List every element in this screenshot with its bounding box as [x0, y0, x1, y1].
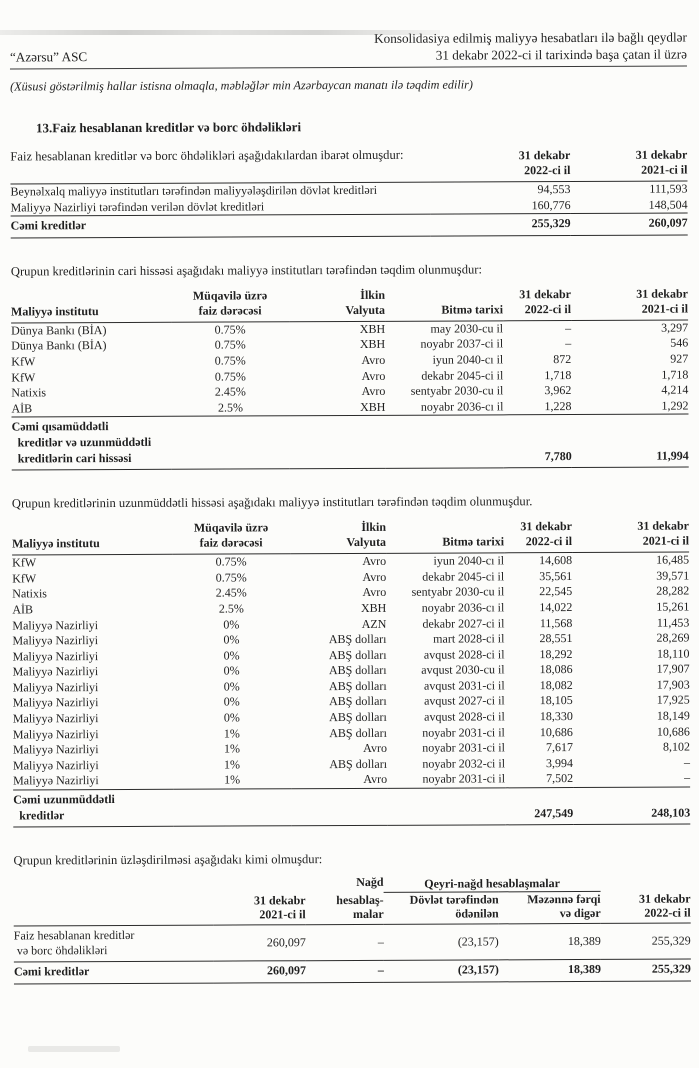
maturity-cell: avqust 2027-ci il — [424, 693, 505, 709]
rate-cell: 0.75% — [214, 353, 246, 368]
value-2021: 18,110 — [656, 646, 690, 661]
rate-cell: 1% — [224, 772, 241, 787]
value-2021: 39,571 — [656, 568, 690, 583]
value-2021: 546 — [670, 335, 689, 350]
currency-cell: ABŞ dolları — [328, 631, 387, 647]
summary-total-row — [11, 213, 688, 238]
value-2022: 28,551 — [539, 631, 573, 646]
value-2022: – — [565, 336, 572, 351]
currency-cell: AZN — [361, 616, 387, 631]
maturity-cell: avqust 2031-ci il — [423, 678, 505, 693]
recon-total-row — [14, 959, 691, 984]
value-2022: 18,330 — [539, 709, 573, 724]
institution-cell: KfW — [11, 354, 36, 369]
rate-cell: 2.5% — [217, 400, 243, 415]
report-title-line1: Konsolidasiya edilmiş maliyyə hesabatları ilə bağlı qeydlər — [374, 29, 687, 46]
institution-cell: Maliyyə Nazirliyi — [13, 773, 99, 788]
total-state-paid: (23,157) — [384, 960, 499, 982]
column-header-state-paid: Dövlət tərəfindən ödənilən — [384, 892, 499, 925]
table-row — [14, 923, 691, 962]
value-cash: – — [306, 924, 384, 961]
value-state-paid: (23,157) — [384, 924, 499, 961]
currency-cell: XBH — [359, 321, 386, 336]
maturity-cell: avqust 2028-ci il — [424, 709, 505, 724]
currency-cell: ABŞ dolları — [329, 756, 388, 771]
institution-cell: Maliyyə Nazirliyi — [12, 648, 99, 664]
institution-cell: Dünya Bankı (BİA) — [11, 338, 107, 353]
institution-cell: Maliyyə Nazirliyi — [12, 711, 99, 726]
total-label: Cəmi uzunmüddətli kreditlər — [13, 788, 505, 827]
value-2021: 17,925 — [656, 692, 690, 708]
value-2022: 18,105 — [539, 693, 573, 708]
value-2022: 1,228 — [544, 398, 572, 413]
value-2021: – — [683, 755, 691, 770]
currency-cell: Avro — [361, 352, 386, 367]
maturity-cell: dekabr 2027-ci il — [422, 615, 505, 631]
column-header-currency: İlkin Valyuta — [290, 520, 386, 554]
total-2021: 260,097 — [214, 961, 306, 983]
rate-cell: 2.45% — [214, 384, 246, 399]
maturity-cell: iyun 2040-cı il — [433, 553, 505, 568]
value-2022: 14,022 — [539, 599, 573, 615]
column-header-fx: Məzənnə fərqi və digər — [499, 891, 601, 923]
currency-cell: XBH — [360, 600, 387, 615]
row-label: Faiz hesablanan kreditlər və borc öhdəlikləri — [14, 925, 214, 962]
rate-cell: 1% — [223, 757, 241, 772]
column-header-2022: 31 dekabr 2022-ci il — [601, 891, 691, 923]
column-header-institution: Maliyyə institutu — [11, 289, 171, 323]
total-label: Cəmi kreditlər — [14, 961, 214, 983]
maturity-cell: noyabr 2031-ci il — [422, 740, 505, 755]
row-label: Maliyyə Nazirliyi tərəfindən verilən dövlət kreditləri — [10, 198, 265, 215]
total-2021: 260,097 — [571, 213, 688, 235]
value-2021: 927 — [670, 351, 689, 366]
column-header-2021: 31 dekabr 2021-ci il — [570, 148, 687, 182]
total-label: Cəmi kreditlər — [11, 214, 431, 237]
rate-cell: 2.45% — [215, 585, 247, 600]
rate-cell: 1% — [223, 726, 240, 741]
value-2022: 3,994 — [545, 755, 574, 770]
currency-cell: ABŞ dolları — [328, 678, 387, 693]
report-title — [374, 29, 687, 64]
value-2022: 11,568 — [539, 615, 573, 630]
currency-cell: Avro — [361, 384, 386, 399]
institution-cell: Maliyyə Nazirliyi — [12, 726, 99, 742]
maturity-cell: noyabr 2031-ci il — [422, 771, 506, 787]
longterm-header-row — [12, 519, 689, 555]
empty-header-cell — [214, 875, 306, 892]
institution-cell: KfW — [11, 369, 36, 385]
column-header-cash-top: Nağd — [356, 875, 384, 890]
column-header-2021: 31 dekabr 2021-ci il — [572, 519, 689, 553]
column-header-maturity: Bitmə tarixi — [385, 287, 503, 321]
institution-cell: Maliyyə Nazirliyi — [12, 633, 99, 648]
empty-header-cell — [14, 876, 214, 894]
column-header-2022: 31 dekabr 2022-ci il — [504, 519, 572, 553]
value-2021: 18,149 — [656, 708, 690, 723]
total-2022: 247,549 — [505, 788, 573, 825]
value-2021: 260,097 — [214, 924, 306, 961]
institution-cell: AİB — [11, 401, 33, 416]
value-2021: 16,485 — [656, 552, 690, 567]
currency-cell: XBH — [360, 399, 386, 414]
rate-cell: 0% — [223, 632, 240, 647]
currency-cell: ABŞ dolları — [329, 725, 387, 740]
report-title-line2: 31 dekabr 2022-ci il tarixində başa çatan il üzrə — [435, 46, 687, 63]
rate-cell: 0.75% — [215, 570, 247, 585]
value-2022: 7,502 — [546, 771, 574, 786]
rate-cell: 0% — [223, 616, 240, 632]
currency-cell: ABŞ dolları — [329, 694, 387, 709]
value-2021: 1,292 — [661, 398, 689, 413]
value-2022: 10,686 — [539, 724, 573, 739]
institution-cell: Natixis — [12, 586, 47, 601]
reconciliation-table — [14, 874, 691, 984]
maturity-cell: may 2030-cu il — [430, 321, 504, 336]
currency-cell: Avro — [362, 569, 387, 584]
rate-cell: 0% — [223, 679, 240, 694]
column-header-2021: 31 dekabr 2021-ci il — [571, 286, 688, 320]
value-2022: 160,776 — [531, 197, 571, 212]
maturity-cell: avqust 2028-ci il — [423, 647, 505, 662]
total-label: Cəmi qısamüddətli kreditlər və uzunmüddətli kreditlərin cari hissəsi — [12, 415, 504, 470]
institution-cell: Maliyyə Nazirliyi — [12, 695, 99, 710]
value-2022: 3,962 — [544, 383, 572, 398]
maturity-cell: noyabr 2036-cı il — [421, 600, 505, 615]
longterm-portion-table — [12, 519, 690, 828]
value-2022: 7,617 — [545, 740, 573, 755]
institution-cell: Natixis — [11, 385, 47, 400]
reconciliation-intro: Qrupun kreditlərinin üzləşdirilməsi aşağıdakı kimi olmuşdur: — [13, 852, 323, 868]
value-2022: 22,545 — [539, 584, 573, 599]
maturity-cell: dekabr 2045-ci il — [422, 569, 505, 584]
currency-cell: ABŞ dolları — [328, 663, 387, 678]
value-2021: 15,261 — [656, 599, 690, 614]
longterm-portion-intro: Qrupun kreditlərinin uzunmüddətli hissəsi aşağıdakı maliyyə institutları tərəfindən təqdim olunmuşdur. — [11, 494, 533, 511]
value-2022: 35,561 — [539, 568, 573, 583]
rate-cell: 0% — [223, 694, 240, 710]
institution-cell: Maliyyə Nazirliyi — [12, 679, 99, 695]
column-header-currency: İlkin Valyuta — [289, 288, 385, 322]
total-fx: 18,389 — [499, 959, 601, 981]
value-2021: 28,282 — [656, 583, 690, 598]
total-2022: 7,780 — [504, 415, 572, 468]
currency-cell: Avro — [361, 368, 386, 383]
value-2021: 28,269 — [656, 630, 690, 645]
total-cash: – — [306, 960, 384, 982]
empty-header-cell — [14, 893, 214, 926]
section-title: Faiz hesablanan kreditlər və borc öhdəlikləri — [52, 119, 302, 136]
maturity-cell: noyabr 2032-ci il — [422, 756, 506, 771]
maturity-cell: avqust 2030-cu il — [421, 662, 505, 677]
rate-cell: 0.75% — [214, 337, 246, 352]
value-2021: – — [684, 770, 691, 785]
column-header-cash: hesablaş- malar — [306, 892, 384, 924]
rate-cell: 0% — [223, 663, 240, 678]
value-2021: 17,907 — [656, 661, 690, 676]
institution-cell: KfW — [12, 555, 37, 570]
value-2021: 11,453 — [656, 615, 690, 630]
row-label: Beynəlxalq maliyyə institutları tərəfindən maliyyələşdirilən dövlət kreditləri — [10, 182, 378, 199]
value-2021: 3,297 — [661, 320, 689, 335]
measurement-note: (Xüsusi göstərilmiş hallar istisna olmaqla, məbləğlər min Azərbaycan manatı ilə təqdim edilir) — [10, 77, 473, 94]
maturity-cell: dekabr 2045-ci il — [421, 367, 504, 383]
value-2022: 18,292 — [539, 646, 573, 661]
rate-cell: 0% — [223, 648, 240, 663]
column-header-2021: 31 dekabr 2021-ci il — [214, 892, 306, 924]
maturity-cell: sentyabr 2030-cu il — [411, 584, 505, 600]
column-header-institution: Maliyyə institutu — [12, 521, 172, 555]
value-2022: 18,082 — [539, 677, 573, 693]
maturity-cell: noyabr 2036-cı il — [420, 399, 504, 414]
value-2022: 14,608 — [539, 553, 573, 568]
value-2022: 255,329 — [601, 923, 691, 960]
longterm-total-row — [13, 787, 690, 827]
column-header-rate: Müqavilə üzrə faiz dərəcəsi — [172, 520, 290, 554]
maturity-cell: sentyabr 2030-cu il — [410, 383, 504, 398]
column-header-2022: 31 dekabr 2022-ci il — [503, 287, 571, 321]
document-page — [0, 28, 699, 984]
currency-cell: ABŞ dolları — [328, 647, 387, 662]
currency-cell: Avro — [363, 772, 388, 787]
currency-cell: Avro — [363, 741, 387, 756]
column-header-rate: Müqavilə üzrə faiz dərəcəsi — [171, 288, 289, 322]
group-header-noncash: Qeyri-nağd hesablaşmalar — [384, 874, 601, 892]
institution-cell: AİB — [12, 602, 34, 617]
summary-intro: Faiz hesablanan kreditlər və borc öhdəlikləri aşağıdakılardan ibarət olmuşdur: — [10, 147, 404, 164]
rate-cell: 0.75% — [214, 322, 246, 337]
total-2021: 248,103 — [573, 787, 690, 825]
total-2022: 255,329 — [601, 959, 691, 981]
current-portion-table — [11, 286, 689, 470]
total-2021: 11,994 — [571, 414, 688, 467]
rate-cell: 0.75% — [214, 369, 246, 384]
value-2021: 1,718 — [661, 367, 689, 382]
current-total-row — [12, 414, 689, 470]
recon-header-row — [14, 891, 691, 926]
empty-header-cell — [601, 874, 691, 891]
maturity-cell: noyabr 2031-ci il — [422, 724, 505, 740]
institution-cell: Maliyyə Nazirliyi — [12, 664, 99, 679]
value-2021: 17,903 — [656, 677, 690, 692]
current-portion-intro: Qrupun kreditlərinin cari hissəsi aşağıdakı maliyyə institutları tərəfindən təqdim olunmuşdur: — [10, 262, 483, 279]
maturity-cell: mart 2028-ci il — [433, 631, 505, 646]
currency-cell: ABŞ dolları — [329, 709, 387, 725]
document-header — [10, 29, 687, 70]
value-2021: 148,504 — [648, 197, 688, 212]
institution-cell: KfW — [12, 571, 37, 586]
institution-cell: Maliyyə Nazirliyi — [12, 757, 99, 773]
total-2022: 255,329 — [431, 214, 571, 236]
current-header-row — [11, 286, 688, 322]
section-heading — [10, 118, 687, 137]
value-2021: 4,214 — [661, 382, 689, 397]
currency-cell: XBH — [359, 337, 386, 352]
institution-cell: Dünya Bankı (BİA) — [11, 322, 107, 338]
scan-artifact-bottom — [28, 1046, 120, 1052]
rate-cell: 2.5% — [218, 601, 244, 616]
rate-cell: 1% — [223, 741, 240, 756]
currency-cell: Avro — [362, 585, 387, 600]
rate-cell: 0.75% — [215, 554, 247, 569]
value-2021: 8,102 — [662, 739, 690, 754]
institution-cell: Maliyyə Nazirliyi — [12, 617, 99, 632]
currency-cell: Avro — [362, 553, 387, 569]
section-number: 13. — [35, 120, 53, 136]
value-fx: 18,389 — [499, 923, 601, 960]
rate-cell: 0% — [223, 710, 240, 725]
value-2022: 872 — [553, 352, 572, 367]
maturity-cell: noyabr 2037-ci il — [420, 336, 504, 352]
value-2022: 18,086 — [539, 662, 573, 677]
value-2022: 94,553 — [537, 182, 571, 197]
company-name: “Azərsu” ASC — [9, 49, 88, 65]
value-2021: 111,593 — [649, 181, 688, 196]
maturity-cell: iyun 2040-cı il — [432, 352, 504, 367]
value-2021: 10,686 — [656, 724, 690, 739]
column-header-maturity: Bitmə tarixi — [386, 519, 504, 553]
value-2022: 1,718 — [544, 367, 572, 382]
institution-cell: Maliyyə Nazirliyi — [12, 742, 99, 757]
column-header-2022: 31 dekabr 2022-ci il — [430, 148, 570, 182]
value-2022: – — [565, 320, 572, 335]
